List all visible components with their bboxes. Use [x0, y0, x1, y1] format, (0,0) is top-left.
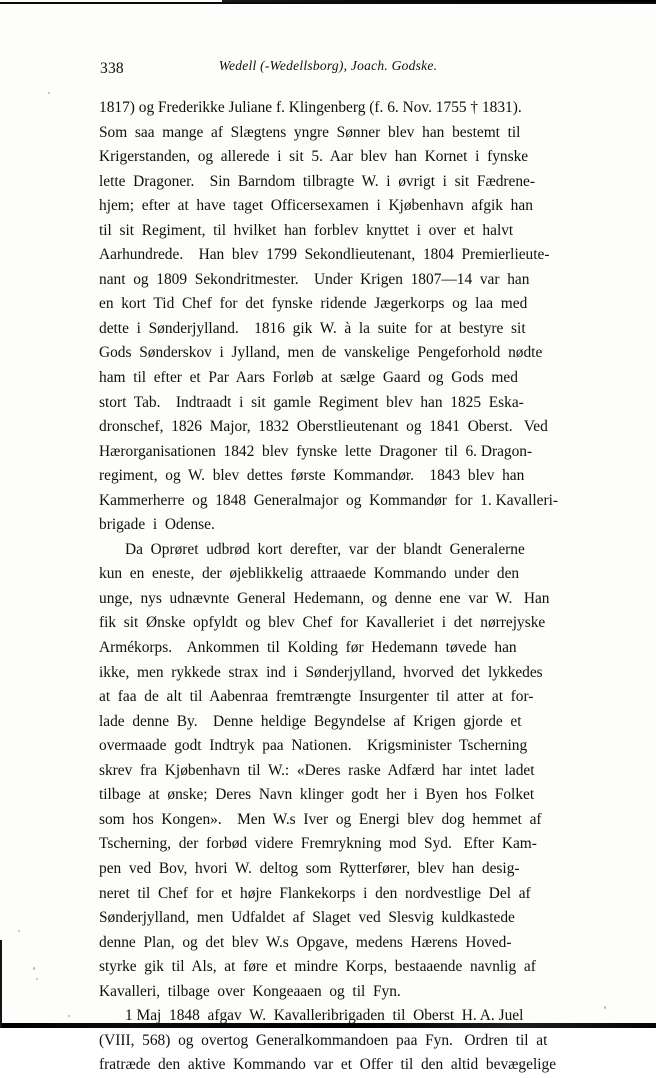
text-line: ikke, men rykkede strax ind i Sønderjylland, hvorved det lykkedes — [99, 663, 543, 681]
text-line: Krigerstanden, og allerede i sit 5. Aar blev han Kornet i fynske — [99, 148, 529, 166]
text-line: Hærorganisationen 1842 blev fynske lette Dragoner til 6. Dragon- — [99, 442, 533, 460]
text-line: unge, nys udnævnte General Hedemann, og denne ene var W. Han — [99, 589, 550, 607]
text-line: ham til efter et Par Aars Forløb at sælge Gaard og Gods med — [99, 369, 518, 387]
page-header — [92, 58, 564, 78]
text-line: tilbage at ønske; Deres Navn klinger godt her i Byen hos Folket — [99, 786, 535, 804]
text-line: stort Tab. Indtraadt i sit gamle Regiment blev han 1825 Eska- — [99, 393, 524, 411]
text-line: Armékorps. Ankommen til Kolding før Hedemann tøvede han — [99, 639, 517, 657]
text-line: Sønderjylland, men Udfaldet af Slaget ved Slesvig kuldkastede — [99, 909, 515, 927]
text-line: neret til Chef for et højre Flankekorps i den nordvestlige Del af — [99, 884, 531, 902]
text-line: denne Plan, og det blev W.s Opgave, medens Hærens Hoved- — [99, 933, 512, 951]
text-line: 1817) og Frederikke Juliane f. Klingenberg (f. 6. Nov. 1755 † 1831). — [99, 99, 522, 116]
scan-speckle — [48, 92, 50, 94]
scan-speckle — [33, 967, 35, 970]
text-line: nant og 1809 Sekondritmester. Under Krigen 1807—14 var han — [99, 270, 530, 288]
text-line: Gods Sønderskov i Jylland, men de vanskelige Pengeforhold nødte — [99, 344, 543, 362]
scan-speckle — [36, 978, 38, 980]
paragraph — [99, 538, 561, 1004]
text-line: kun en eneste, der øjeblikkelig attraaede Kommando under den — [99, 565, 520, 583]
text-line: dette i Sønderjylland. 1816 gik W. à la suite for at bestyre sit — [99, 319, 526, 337]
paragraph — [99, 96, 561, 538]
text-line: brigade i Odense. — [99, 516, 215, 534]
scan-edge-left — [0, 940, 2, 1028]
text-line: hjem; efter at have taget Officersexamen i Kjøbenhavn afgik han — [99, 197, 533, 215]
text-line: fratræde den aktive Kommando var et Offer til den altid bevægelige — [99, 1056, 557, 1074]
folio-number: 338 — [100, 60, 124, 77]
text-line: 1 Maj 1848 afgav W. Kavalleribrigaden til Oberst H. A. Juel — [125, 1007, 524, 1025]
text-line: Kavalleri, tilbage over Kongeaaen og til Fyn. — [99, 982, 401, 1000]
text-line: Aarhundrede. Han blev 1799 Sekondlieutenant, 1804 Premierlieute- — [99, 246, 550, 264]
text-line: fik sit Ønske opfyldt og blev Chef for Kavalleriet i det nørrejyske — [99, 614, 546, 632]
scan-speckle — [604, 1006, 606, 1009]
text-line: styrke gik til Als, at føre et mindre Korps, bestaaende navnlig af — [99, 958, 536, 976]
scan-speckle — [68, 1015, 70, 1017]
text-line: Da Oprøret udbrød kort derefter, var der blandt Generalerne — [125, 540, 525, 558]
text-line: (VIII, 568) og overtog Generalkommandoen paa Fyn. Ordren til at — [99, 1031, 548, 1049]
text-line: lette Dragoner. Sin Barndom tilbragte W. i øvrigt i sit Fædrene- — [99, 172, 536, 190]
text-line: som hos Kongen». Men W.s Iver og Energi blev dog hemmet af — [99, 810, 542, 828]
body-text — [99, 96, 561, 1078]
text-line: skrev fra Kjøbenhavn til W.: «Deres raske Adfærd har intet ladet — [99, 761, 535, 779]
text-line: Tscherning, der forbød videre Fremrykning mod Syd. Efter Kam- — [99, 835, 537, 853]
paragraph — [99, 1004, 561, 1078]
running-head: Wedell (-Wedellsborg), Joach. Godske. — [218, 58, 438, 73]
text-line: Som saa mange af Slægtens yngre Sønner blev han bestemt til — [99, 123, 521, 141]
scan-edge-top-bar — [0, 2, 656, 4]
text-line: overmaade godt Indtryk paa Nationen. Krigsminister Tscherning — [99, 737, 528, 755]
text-line: regiment, og W. blev dettes første Kommandør. 1843 blev han — [99, 467, 525, 485]
text-line: dronschef, 1826 Major, 1832 Oberstlieutenant og 1841 Oberst. Ved — [99, 418, 548, 436]
text-line: lade denne By. Denne heldige Begyndelse af Krigen gjorde et — [99, 712, 522, 730]
text-line: pen ved Bov, hvori W. deltog som Rytterfører, blev han desig- — [99, 859, 520, 877]
text-line: til sit Regiment, til hvilket han forblev knyttet i over et halvt — [99, 221, 514, 239]
text-line: Kammerherre og 1848 Generalmajor og Kommandør for 1. Kavalleri- — [99, 491, 558, 509]
text-line: en kort Tid Chef for det fynske ridende Jægerkorps og laa med — [99, 295, 528, 313]
scan-speckle — [18, 930, 20, 932]
text-line: at faa de alt til Aabenraa fremtrængte Insurgenter til atter at for- — [99, 688, 534, 706]
